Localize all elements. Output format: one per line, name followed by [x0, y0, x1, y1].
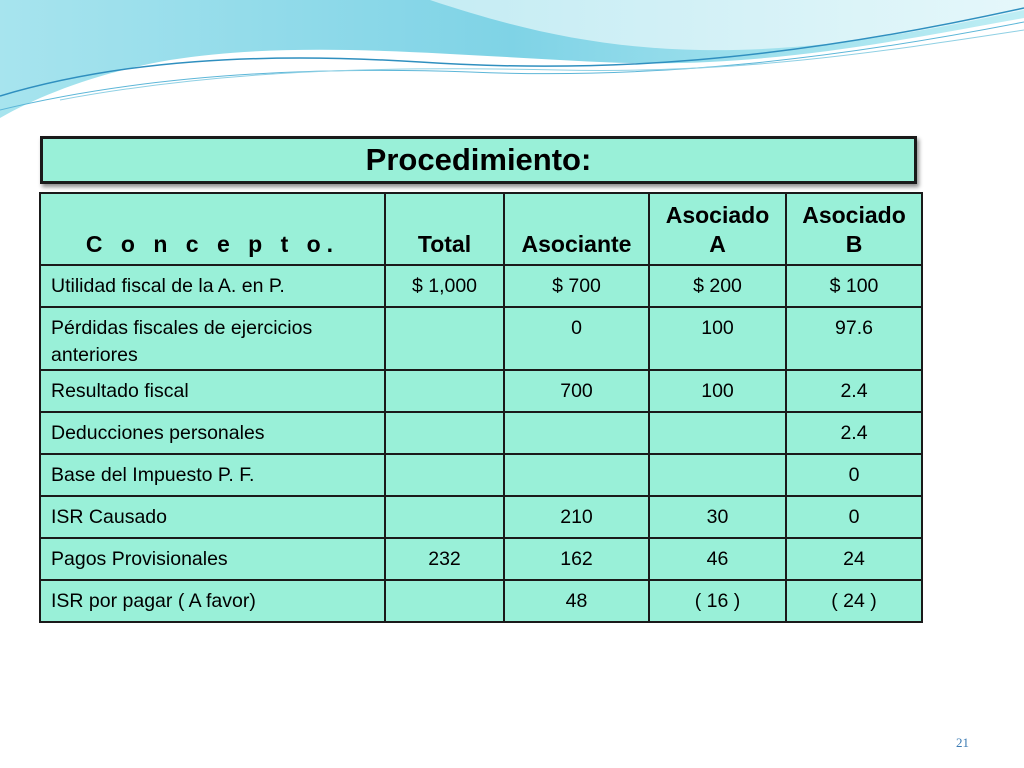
row-asociado-b: ( 24 ) — [786, 580, 922, 622]
row-asociante: 210 — [504, 496, 649, 538]
header-wave-decoration — [0, 0, 1024, 130]
row-concept: Pérdidas fiscales de ejercicios anteriores — [40, 307, 385, 370]
row-concept: Deducciones personales — [40, 412, 385, 454]
row-asociante: 0 — [504, 307, 649, 370]
table-row — [40, 265, 922, 307]
row-asociado-a: ( 16 ) — [649, 580, 786, 622]
procedure-table — [39, 192, 923, 623]
row-total — [385, 412, 504, 454]
row-asociante: $ 700 — [504, 265, 649, 307]
row-asociado-b: 2.4 — [786, 412, 922, 454]
row-asociado-b: $ 100 — [786, 265, 922, 307]
row-asociado-a: 100 — [649, 307, 786, 370]
table-row — [40, 538, 922, 580]
row-asociante — [504, 412, 649, 454]
row-asociado-a — [649, 412, 786, 454]
table-row — [40, 370, 922, 412]
table-row — [40, 580, 922, 622]
row-asociado-a: 100 — [649, 370, 786, 412]
row-total — [385, 307, 504, 370]
table-row — [40, 454, 922, 496]
column-header-total: Total — [385, 193, 504, 265]
row-asociante — [504, 454, 649, 496]
row-asociante: 162 — [504, 538, 649, 580]
row-total — [385, 496, 504, 538]
row-total — [385, 580, 504, 622]
row-concept: Utilidad fiscal de la A. en P. — [40, 265, 385, 307]
row-asociado-b: 97.6 — [786, 307, 922, 370]
table-row — [40, 496, 922, 538]
row-asociado-b: 0 — [786, 496, 922, 538]
row-asociado-b: 2.4 — [786, 370, 922, 412]
table-row — [40, 307, 922, 370]
row-total: 232 — [385, 538, 504, 580]
row-asociado-a: 46 — [649, 538, 786, 580]
row-asociado-a: $ 200 — [649, 265, 786, 307]
row-asociado-a: 30 — [649, 496, 786, 538]
column-header-asociante: Asociante — [504, 193, 649, 265]
row-asociado-b: 24 — [786, 538, 922, 580]
row-asociado-b: 0 — [786, 454, 922, 496]
row-total — [385, 454, 504, 496]
row-asociado-a — [649, 454, 786, 496]
page-number: 21 — [956, 735, 969, 750]
row-concept: Resultado fiscal — [40, 370, 385, 412]
column-header-asociado-a: Asociado A — [649, 193, 786, 265]
row-asociante: 700 — [504, 370, 649, 412]
row-concept: ISR por pagar ( A favor) — [40, 580, 385, 622]
row-concept: ISR Causado — [40, 496, 385, 538]
row-concept: Pagos Provisionales — [40, 538, 385, 580]
row-total: $ 1,000 — [385, 265, 504, 307]
table-header-row — [40, 193, 922, 265]
slide-title: Procedimiento: — [40, 136, 917, 184]
column-header-asociado-b: Asociado B — [786, 193, 922, 265]
row-total — [385, 370, 504, 412]
row-asociante: 48 — [504, 580, 649, 622]
column-header-concept: C o n c e p t o. — [40, 193, 385, 265]
row-concept: Base del Impuesto P. F. — [40, 454, 385, 496]
table-row — [40, 412, 922, 454]
